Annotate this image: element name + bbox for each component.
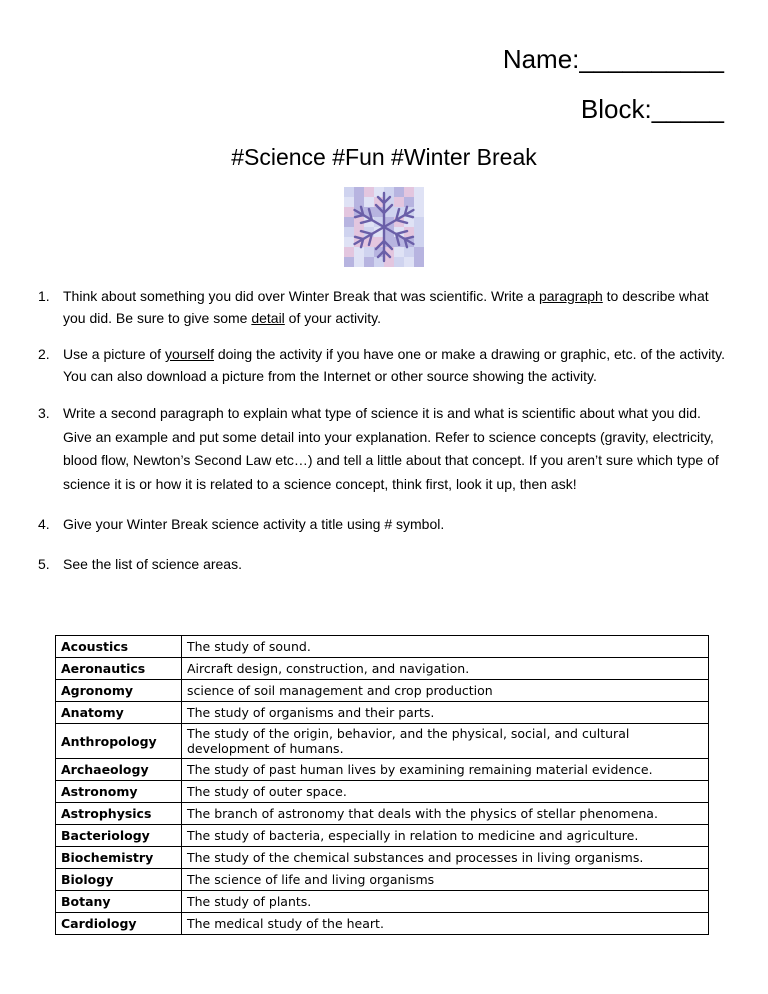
instruction-item [38, 402, 728, 496]
instruction-item [38, 513, 728, 535]
science-term: Acoustics [56, 636, 182, 658]
science-term: Astrophysics [56, 803, 182, 825]
science-term: Archaeology [56, 759, 182, 781]
science-definition: The study of past human lives by examining remaining material evidence. [182, 759, 709, 781]
underlined-word: paragraph [538, 288, 603, 304]
science-term: Botany [56, 891, 182, 913]
instruction-number: 1. [38, 288, 50, 304]
table-row [56, 891, 709, 913]
text-run: Write a second paragraph to explain what type of science it is and what is scientific about what you did. Give an example and put some detail into your explanation. Refer to science concepts (gravity, electricity, blood flow, Newton’s Second Law etc…) and tell a little about that concept. If you aren’t sure which type of science it is or how it is related to a science concept, think first, look it up, then ask! [63, 405, 719, 492]
text-run: to describe what you did. Be sure to give some [63, 288, 709, 326]
instruction-item [38, 285, 728, 329]
instruction-item [38, 343, 728, 387]
text-run: Give your Winter Break science activity a title using # symbol. [63, 516, 445, 532]
science-term: Biology [56, 869, 182, 891]
science-definition: The study of bacteria, especially in relation to medicine and agriculture. [182, 825, 709, 847]
science-definition: The science of life and living organisms [182, 869, 709, 891]
table-row [56, 759, 709, 781]
instruction-text [63, 402, 728, 496]
table-row [56, 803, 709, 825]
instruction-number: 3. [38, 405, 50, 421]
instruction-text [63, 553, 728, 575]
instruction-text [63, 285, 728, 329]
science-term: Aeronautics [56, 658, 182, 680]
text-run: doing the activity if you have one or make a drawing or graphic, etc. of the activity. You can also download a picture from the Internet or other source showing the activity. [63, 346, 725, 384]
instruction-text [63, 343, 728, 387]
text-run: of your activity. [284, 310, 382, 326]
science-term: Bacteriology [56, 825, 182, 847]
science-term: Anatomy [56, 702, 182, 724]
science-definition: The medical study of the heart. [182, 913, 709, 935]
instruction-number: 2. [38, 346, 50, 362]
instruction-item [38, 553, 728, 575]
text-run: See the list of science areas. [63, 556, 242, 572]
science-definition: The branch of astronomy that deals with the physics of stellar phenomena. [182, 803, 709, 825]
table-row [56, 913, 709, 935]
block-line: Block:_____ [580, 94, 724, 124]
table-row [56, 680, 709, 702]
table-row [56, 869, 709, 891]
underlined-word: yourself [164, 346, 214, 362]
science-definition: The study of sound. [182, 636, 709, 658]
instruction-number: 4. [38, 516, 50, 532]
science-definition: The study of organisms and their parts. [182, 702, 709, 724]
text-run: Think about something you did over Winter Break that was scientific. Write a [63, 288, 539, 304]
snowflake-image [344, 187, 424, 267]
text-run: Use a picture of [63, 346, 165, 362]
table-row [56, 724, 709, 759]
instruction-text [63, 513, 728, 535]
science-areas-table [55, 635, 709, 935]
table-row [56, 658, 709, 680]
science-term: Astronomy [56, 781, 182, 803]
underlined-word: detail [251, 310, 285, 326]
science-definition: The study of plants. [182, 891, 709, 913]
science-term: Cardiology [56, 913, 182, 935]
science-definition: Aircraft design, construction, and navigation. [182, 658, 709, 680]
science-term: Anthropology [56, 724, 182, 759]
science-definition: The study of the origin, behavior, and the physical, social, and cultural development of humans. [182, 724, 709, 759]
science-definition: science of soil management and crop production [182, 680, 709, 702]
science-term: Agronomy [56, 680, 182, 702]
science-definition: The study of outer space. [182, 781, 709, 803]
table-row [56, 825, 709, 847]
science-term: Biochemistry [56, 847, 182, 869]
table-row [56, 781, 709, 803]
science-definition: The study of the chemical substances and processes in living organisms. [182, 847, 709, 869]
table-row [56, 847, 709, 869]
table-row [56, 636, 709, 658]
name-line: Name:__________ [502, 44, 724, 74]
page-title: #Science #Fun #Winter Break [231, 144, 537, 170]
table-row [56, 702, 709, 724]
instruction-number: 5. [38, 556, 50, 572]
